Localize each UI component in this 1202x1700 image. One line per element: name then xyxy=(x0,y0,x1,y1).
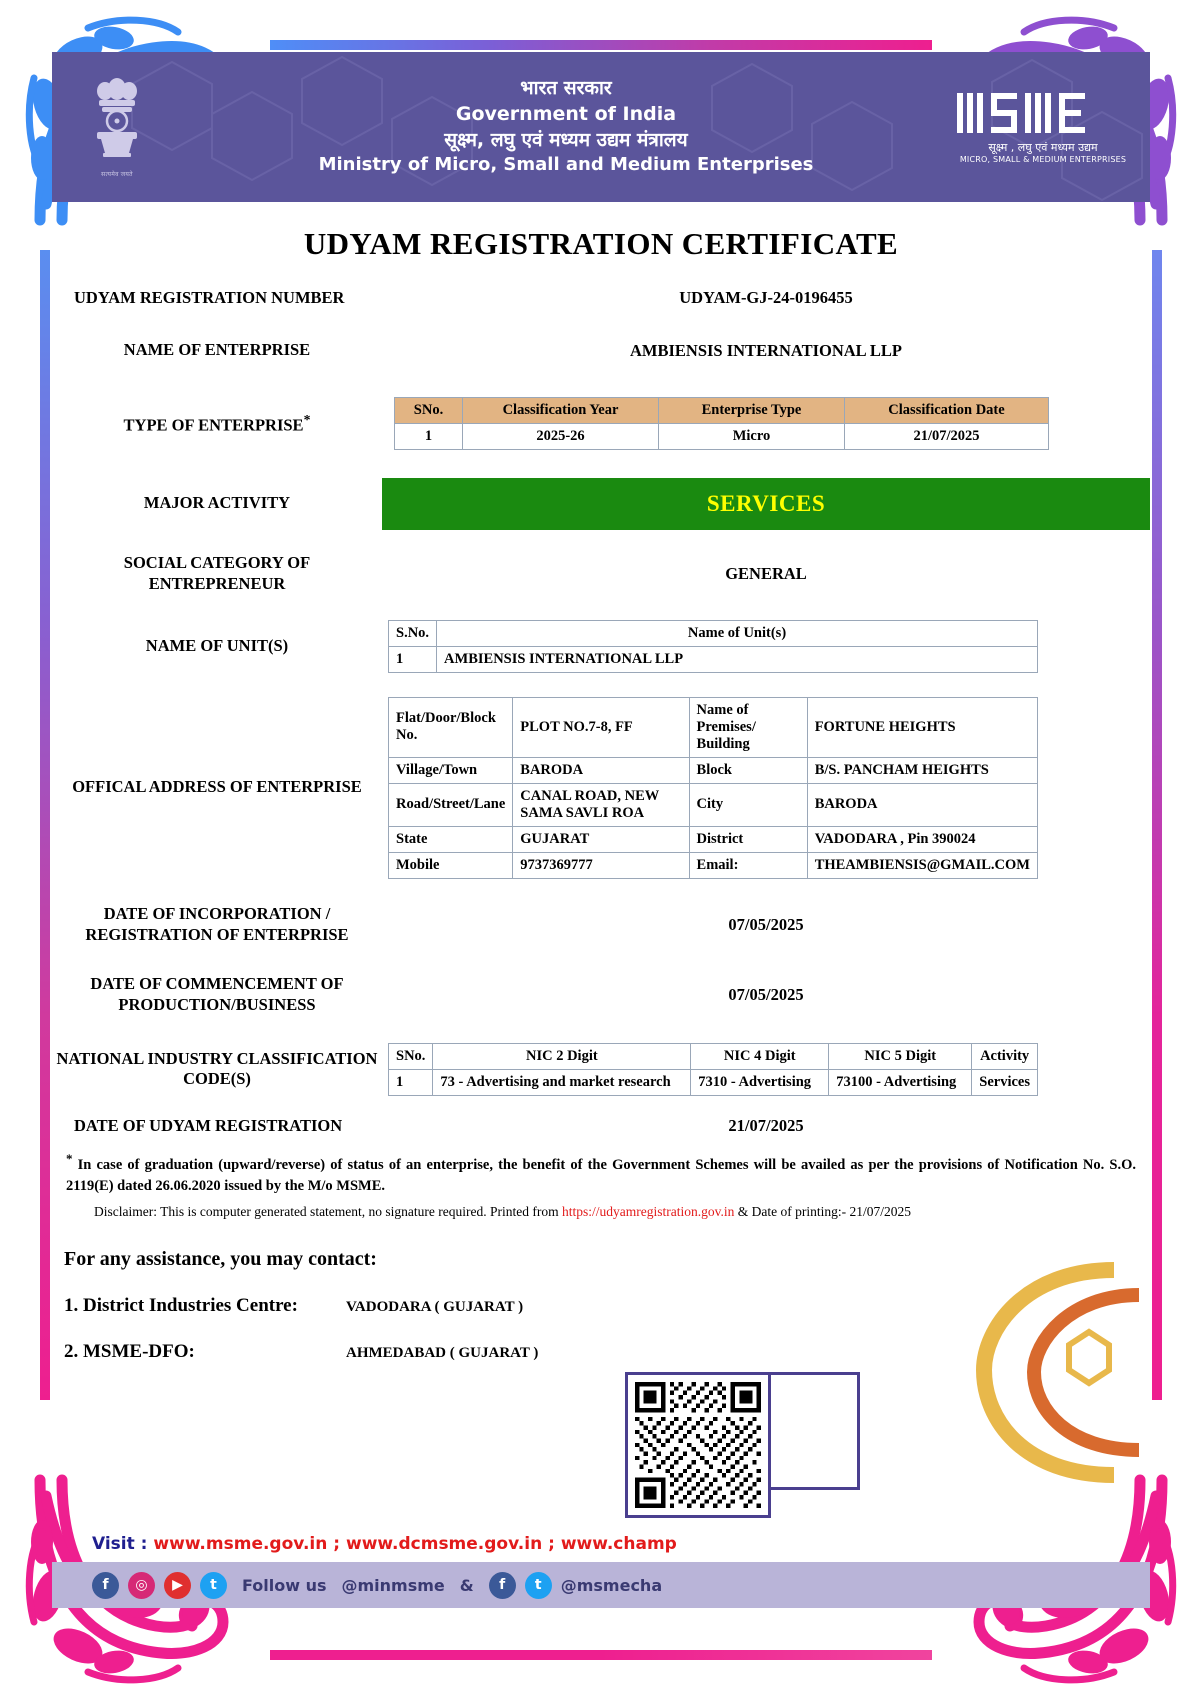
msme-logo-english-sub: MICRO, SMALL & MEDIUM ENTERPRISES xyxy=(959,154,1127,164)
disclaimer-prefix: Disclaimer: This is computer generated statement, no signature required. Printed from xyxy=(94,1204,562,1220)
field-registration-number xyxy=(52,288,1150,309)
instagram-icon[interactable]: ◎ xyxy=(128,1572,155,1599)
udyam-portal-link[interactable]: https://udyamregistration.gov.in xyxy=(562,1204,735,1220)
contact-2-value: AHMEDABAD ( GUJARAT ) xyxy=(346,1345,539,1361)
field-date-commencement xyxy=(52,971,1150,1019)
msme-letters-icon xyxy=(957,91,1129,135)
units-table xyxy=(388,620,1038,673)
address-key-block: Block xyxy=(689,757,807,783)
ashoka-lion-capital-icon xyxy=(89,77,145,169)
registration-number-value: UDYAM-GJ-24-0196455 xyxy=(679,288,853,308)
address-value-email: THEAMBIENSIS@GMAIL.COM xyxy=(807,852,1037,878)
address-key-mobile: Mobile xyxy=(389,852,513,878)
ministry-english-label: Ministry of Micro, Small and Medium Enterprises xyxy=(318,154,814,176)
table-row xyxy=(395,423,1049,449)
contact-1-value: VADODARA ( GUJARAT ) xyxy=(346,1299,524,1315)
units-table-header-row xyxy=(389,620,1038,646)
nic-cell-activity: Services xyxy=(972,1069,1038,1095)
nic-header-2digit: NIC 2 Digit xyxy=(433,1043,691,1069)
nic-header-activity: Activity xyxy=(972,1043,1038,1069)
address-value-premises: FORTUNE HEIGHTS xyxy=(807,697,1037,757)
address-key-district: District xyxy=(689,826,807,852)
address-value-mobile: 9737369777 xyxy=(513,852,689,878)
address-key-village: Village/Town xyxy=(389,757,513,783)
date-udyam-registration-value: 21/07/2025 xyxy=(728,1115,804,1135)
contact-msme-dfo xyxy=(52,1341,1150,1363)
classification-cell-sno: 1 xyxy=(395,423,463,449)
major-activity-label: MAJOR ACTIVITY xyxy=(143,493,291,513)
classification-header-type: Enterprise Type xyxy=(659,397,845,423)
classification-cell-year: 2025-26 xyxy=(463,423,659,449)
frame-bar-right xyxy=(1152,250,1162,1400)
address-key-city: City xyxy=(689,783,807,826)
qr-frame-extension xyxy=(768,1372,860,1490)
classification-cell-date: 21/07/2025 xyxy=(845,423,1049,449)
address-value-block: B/S. PANCHAM HEIGHTS xyxy=(807,757,1037,783)
social-category-label: SOCIAL CATEGORY OF ENTREPRENEUR xyxy=(123,553,311,593)
table-row xyxy=(389,646,1038,672)
minmsme-handle[interactable]: @minmsme xyxy=(341,1575,445,1595)
official-address-label: OFFICAL ADDRESS OF ENTERPRISE xyxy=(72,777,362,797)
field-date-incorporation xyxy=(52,901,1150,949)
units-header-name: Name of Unit(s) xyxy=(437,620,1038,646)
visit-links[interactable]: www.msme.gov.in ; www.dcmsme.gov.in ; www.champ xyxy=(153,1534,677,1554)
address-key-road: Road/Street/Lane xyxy=(389,783,513,826)
address-key-premises: Name of Premises/ Building xyxy=(689,697,807,757)
major-activity-value: SERVICES xyxy=(382,478,1150,530)
qr-code-icon xyxy=(635,1382,761,1508)
nic-header-4digit: NIC 4 Digit xyxy=(691,1043,829,1069)
footnote-asterisk: * xyxy=(66,1151,73,1167)
facebook-icon-2[interactable]: f xyxy=(489,1572,516,1599)
facebook-icon[interactable]: f xyxy=(92,1572,119,1599)
address-table-wrap xyxy=(382,697,1150,879)
date-incorporation-label: DATE OF INCORPORATION / REGISTRATION OF ENTERPRISE xyxy=(85,904,349,944)
registration-number-label: UDYAM REGISTRATION NUMBER xyxy=(74,288,345,307)
name-of-enterprise-value: AMBIENSIS INTERNATIONAL LLP xyxy=(629,340,902,360)
type-of-enterprise-label xyxy=(52,411,382,436)
follow-us-label: Follow us xyxy=(242,1575,327,1595)
follow-us-bar xyxy=(52,1562,1150,1608)
table-row xyxy=(389,757,1038,783)
table-row xyxy=(389,783,1038,826)
name-of-enterprise-label: NAME OF ENTERPRISE xyxy=(123,340,311,360)
nic-cell-4digit: 7310 - Advertising xyxy=(691,1069,829,1095)
field-major-activity xyxy=(52,478,1150,530)
units-cell-name: AMBIENSIS INTERNATIONAL LLP xyxy=(437,646,1038,672)
table-row xyxy=(389,826,1038,852)
type-of-enterprise-asterisk: * xyxy=(303,411,311,427)
national-emblem xyxy=(52,77,182,178)
classification-header-year: Classification Year xyxy=(463,397,659,423)
address-value-city: BARODA xyxy=(807,783,1037,826)
frame-bar-bottom xyxy=(270,1650,932,1660)
classification-cell-type: Micro xyxy=(659,423,845,449)
address-value-district: VADODARA , Pin 390024 xyxy=(807,826,1037,852)
gov-hindi-label: भारत सरकार xyxy=(520,77,612,100)
visit-line xyxy=(52,1534,1150,1554)
ministry-hindi-label: सूक्ष्म, लघु एवं मध्यम उद्यम मंत्रालय xyxy=(444,128,688,151)
major-activity-band-wrap xyxy=(382,478,1150,530)
field-name-of-enterprise xyxy=(52,327,1150,375)
nic-table xyxy=(388,1043,1038,1096)
disclaimer xyxy=(94,1203,1136,1222)
type-of-enterprise-label-text: TYPE OF ENTERPRISE xyxy=(123,415,304,435)
nic-table-header-row xyxy=(389,1043,1038,1069)
address-value-village: BARODA xyxy=(513,757,689,783)
visit-prefix: Visit : xyxy=(92,1534,154,1554)
emblem-motto: सत्यमेव जयते xyxy=(101,171,133,178)
msmecha-handle[interactable]: @msmecha xyxy=(560,1575,663,1595)
field-official-address xyxy=(52,697,1150,879)
certificate-content xyxy=(52,52,1150,1363)
classification-header-sno: SNo. xyxy=(395,397,463,423)
date-commencement-label: DATE OF COMMENCEMENT OF PRODUCTION/BUSINESS xyxy=(90,974,344,1014)
field-name-of-units xyxy=(52,620,1150,673)
classification-table-header-row xyxy=(395,397,1049,423)
field-date-udyam-registration xyxy=(52,1116,1150,1137)
classification-table xyxy=(394,397,1049,450)
units-header-sno: S.No. xyxy=(389,620,437,646)
address-value-flat: PLOT NO.7-8, FF xyxy=(513,697,689,757)
date-commencement-value: 07/05/2025 xyxy=(728,984,804,1004)
page-title: UDYAM REGISTRATION CERTIFICATE xyxy=(303,226,899,261)
classification-table-wrap xyxy=(382,397,1150,450)
footnote-text: In case of graduation (upward/reverse) of status of an enterprise, the benefit of the Government Schemes will be availed as per the provisions of Notification No. S.O. 2119(E) dated 26.06.2020 issued by the M/o MSME. xyxy=(66,1157,1136,1195)
nic-table-wrap xyxy=(382,1043,1150,1096)
classification-header-date: Classification Date xyxy=(845,397,1049,423)
nic-header-sno: SNo. xyxy=(389,1043,433,1069)
banner-title-block xyxy=(182,76,950,177)
qr-code[interactable] xyxy=(625,1372,771,1518)
table-row xyxy=(389,852,1038,878)
address-value-state: GUJARAT xyxy=(513,826,689,852)
nic-cell-sno: 1 xyxy=(389,1069,433,1095)
name-of-units-label: NAME OF UNIT(S) xyxy=(145,635,289,655)
msme-logo-mark xyxy=(950,91,1136,135)
msme-logo xyxy=(950,91,1150,164)
contact-1-label: 1. District Industries Centre: xyxy=(64,1295,298,1316)
nic-header-5digit: NIC 5 Digit xyxy=(829,1043,972,1069)
gov-english-label: Government of India xyxy=(455,103,677,126)
units-cell-sno: 1 xyxy=(389,646,437,672)
footer-strip xyxy=(52,1534,1150,1608)
nic-cell-2digit: 73 - Advertising and market research xyxy=(433,1069,691,1095)
date-incorporation-value: 07/05/2025 xyxy=(728,914,804,934)
contact-2-label: 2. MSME-DFO: xyxy=(64,1341,195,1362)
frame-bar-top xyxy=(270,40,932,50)
address-key-state: State xyxy=(389,826,513,852)
ampersand-label: & xyxy=(459,1575,474,1595)
youtube-icon[interactable]: ▶ xyxy=(164,1572,191,1599)
graduation-footnote xyxy=(66,1150,1136,1197)
date-udyam-registration-label: DATE OF UDYAM REGISTRATION xyxy=(74,1115,343,1135)
msme-logo-hindi-sub: सूक्ष्म , लघु एवं मध्यम उद्यम xyxy=(988,140,1098,154)
frame-bar-left xyxy=(40,250,50,1400)
field-social-category xyxy=(52,550,1150,598)
social-category-value: GENERAL xyxy=(725,563,807,583)
disclaimer-suffix: & Date of printing:- 21/07/2025 xyxy=(734,1204,911,1220)
twitter-icon[interactable]: t xyxy=(200,1572,227,1599)
nic-cell-5digit: 73100 - Advertising xyxy=(829,1069,972,1095)
units-table-wrap xyxy=(382,620,1150,673)
table-row xyxy=(389,697,1038,757)
address-table xyxy=(388,697,1038,879)
twitter-icon-2[interactable]: t xyxy=(525,1572,552,1599)
address-key-flat: Flat/Door/Block No. xyxy=(389,697,513,757)
assistance-title: For any assistance, you may contact: xyxy=(64,1248,377,1270)
nic-label: NATIONAL INDUSTRY CLASSIFICATION CODE(S) xyxy=(56,1048,378,1089)
contact-district-industries-centre xyxy=(52,1295,1150,1317)
field-nic-codes xyxy=(52,1043,1150,1096)
address-key-email: Email: xyxy=(689,852,807,878)
government-header-banner xyxy=(52,52,1150,202)
field-type-of-enterprise xyxy=(52,397,1150,450)
table-row xyxy=(389,1069,1038,1095)
address-value-road: CANAL ROAD, NEW SAMA SAVLI ROA xyxy=(513,783,689,826)
